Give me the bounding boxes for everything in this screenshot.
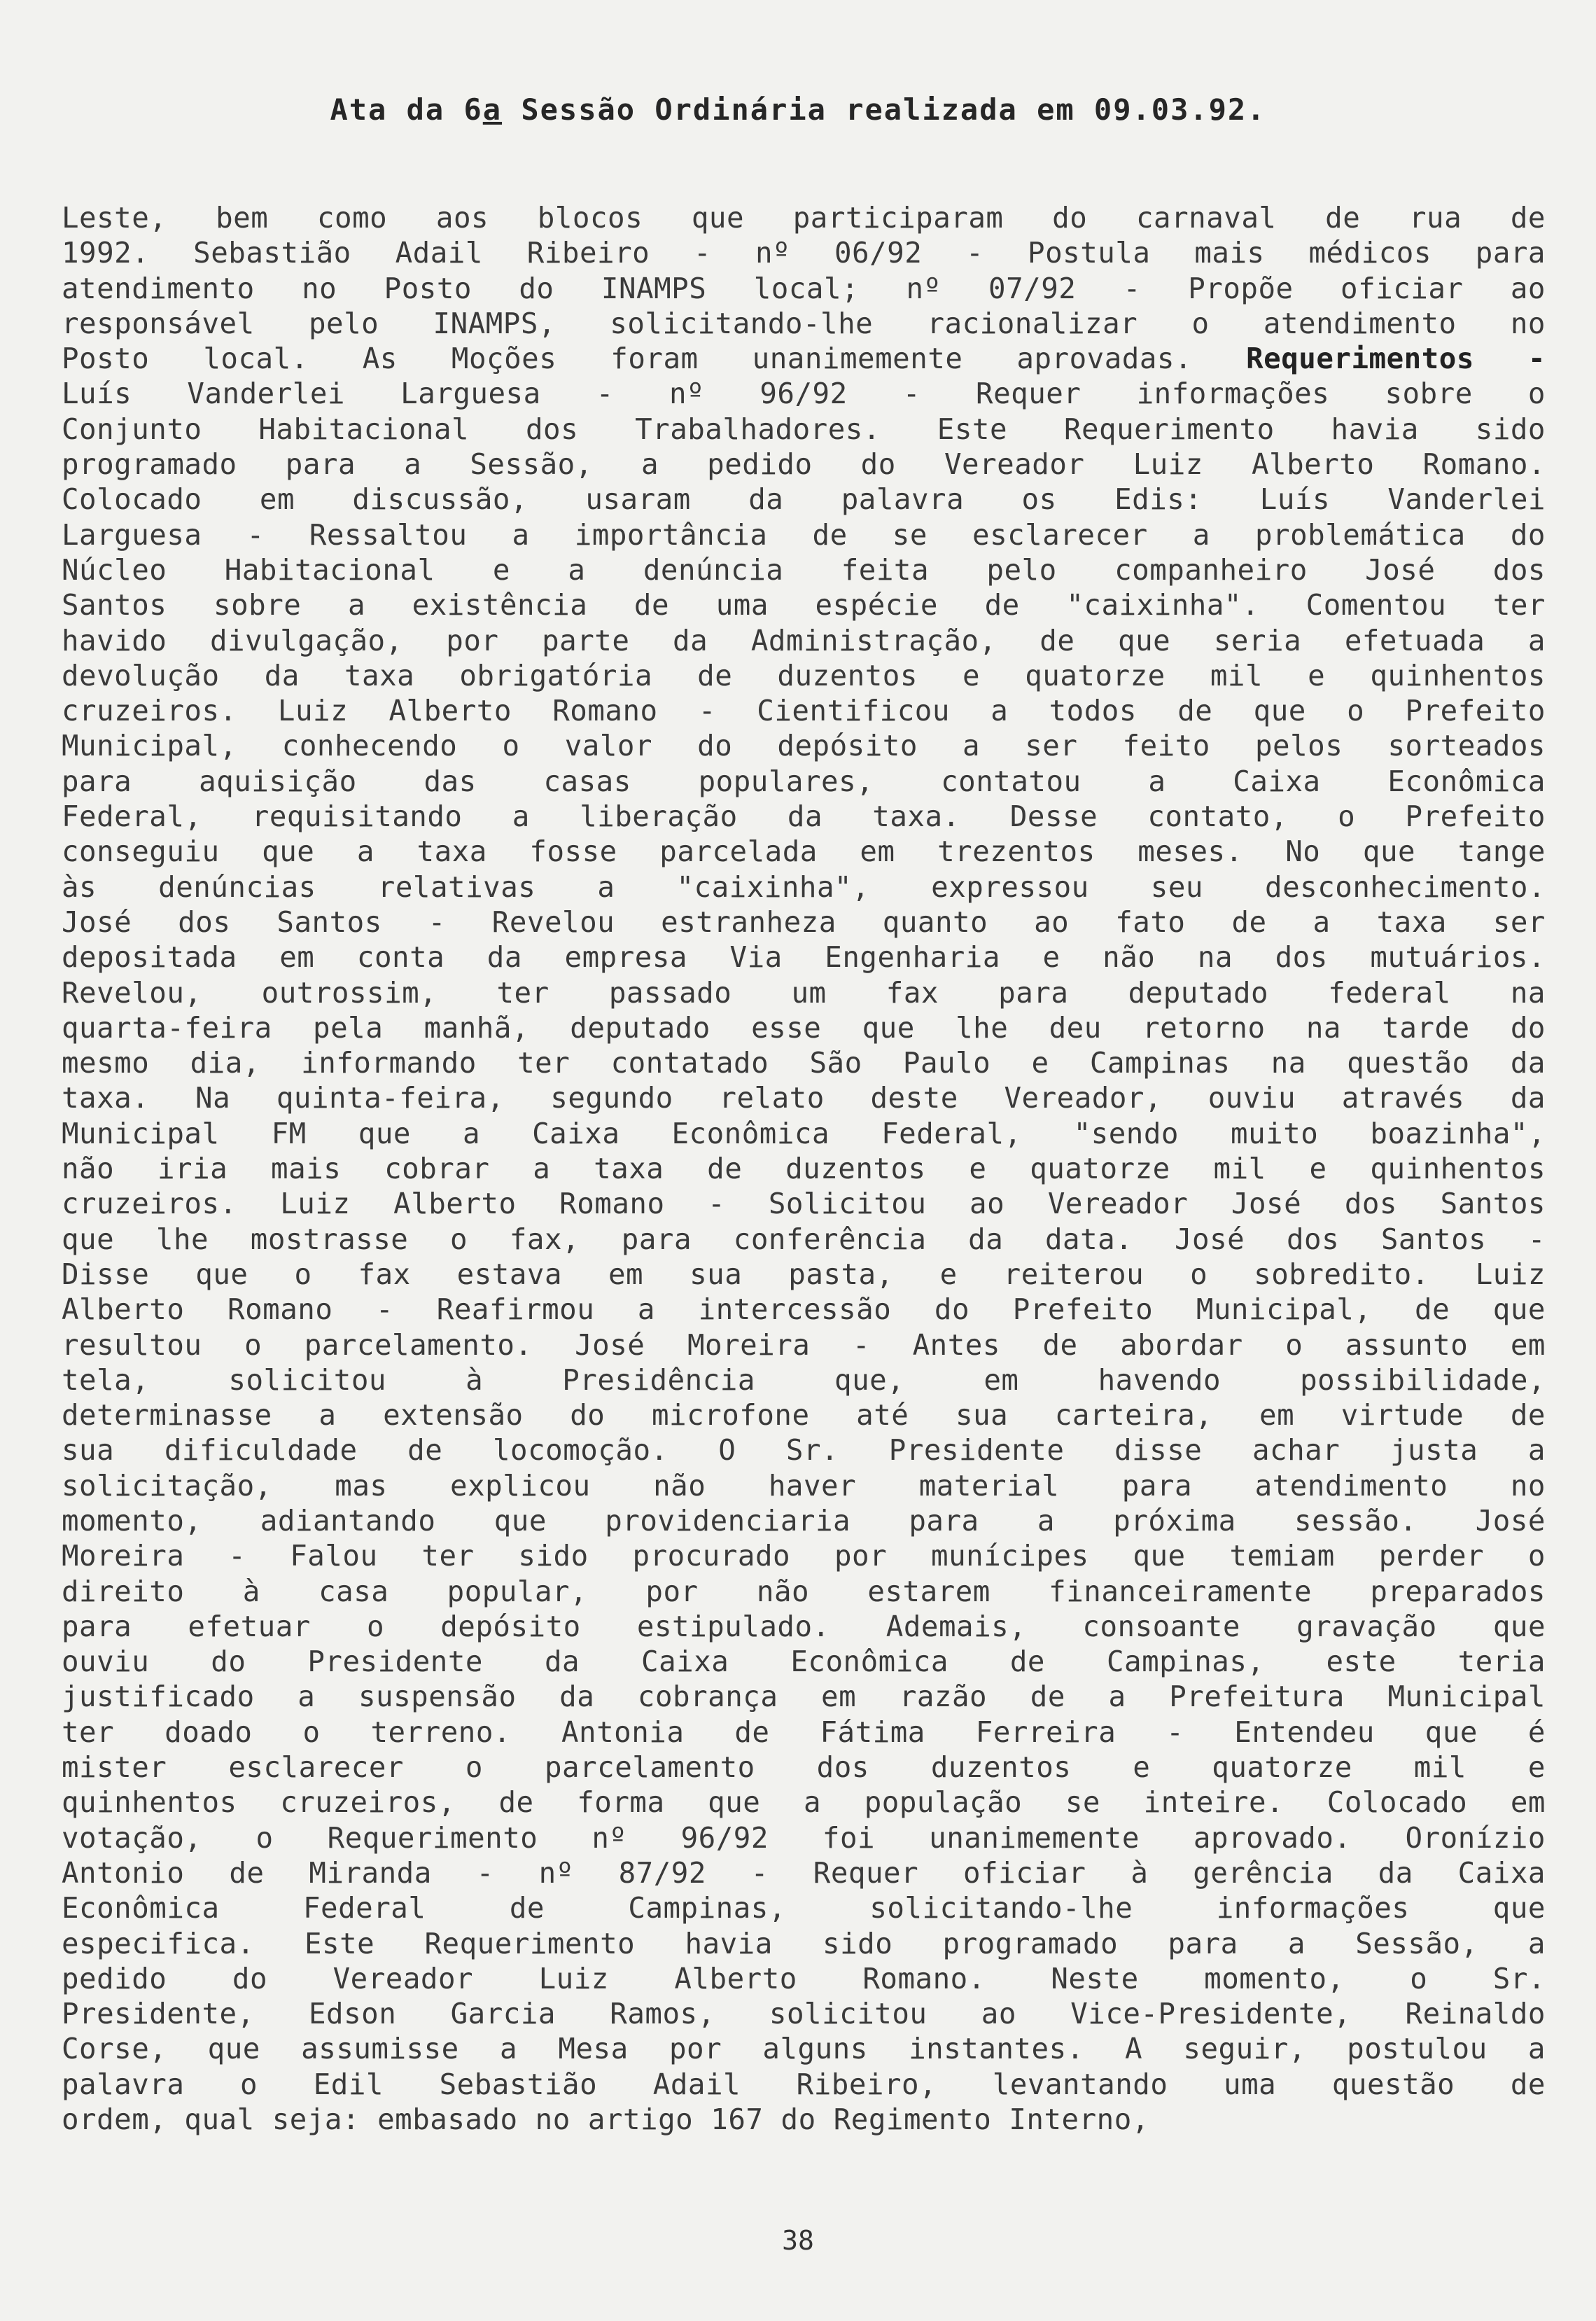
text-line: determinasse a extensão do microfone até sua carteira, em virtude de — [62, 1398, 1546, 1433]
text-line: Disse que o fax estava em sua pasta, e reiterou o sobredito. Luiz — [62, 1257, 1546, 1291]
title-ordinal: a — [482, 92, 503, 127]
text-line: Santos sobre a existência de uma espécie de "caixinha". Comentou ter — [62, 588, 1546, 622]
text-line: Presidente, Edson Garcia Ramos, solicitou ao Vice-Presidente, Reinaldo — [62, 1997, 1546, 2031]
text-line: Luís Vanderlei Larguesa - nº 96/92 - Requer informações sobre o — [62, 377, 1546, 411]
title-pre: Ata da 6 — [330, 92, 483, 127]
text-line: Antonio de Miranda - nº 87/92 - Requer oficiar à gerência da Caixa — [62, 1855, 1546, 1890]
text-line: responsável pelo INAMPS, solicitando-lhe racionalizar o atendimento no — [62, 306, 1546, 340]
text-line: Municipal, conhecendo o valor do depósito a ser feito pelos sorteados — [62, 729, 1546, 763]
text-line: votação, o Requerimento nº 96/92 foi unanimemente aprovado. Oronízio — [62, 1820, 1546, 1855]
text-line: José dos Santos - Revelou estranheza quanto ao fato de a taxa ser — [62, 905, 1546, 939]
text-line: Econômica Federal de Campinas, solicitando-lhe informações que — [62, 1891, 1546, 1925]
title-post: Sessão Ordinária realizada em 09.03.92. — [502, 92, 1266, 127]
minutes-body — [62, 200, 1546, 2137]
text-line: Larguesa - Ressaltou a importância de se esclarecer a problemática do — [62, 517, 1546, 552]
text-line: Alberto Romano - Reafirmou a intercessão do Prefeito Municipal, de que — [62, 1292, 1546, 1327]
text-line: Revelou, outrossim, ter passado um fax para deputado federal na — [62, 975, 1546, 1010]
text-line: tela, solicitou à Presidência que, em havendo possibilidade, — [62, 1362, 1546, 1397]
text-line: Municipal FM que a Caixa Econômica Federal, "sendo muito boazinha", — [62, 1116, 1546, 1150]
text-line: pedido do Vereador Luiz Alberto Romano. Neste momento, o Sr. — [62, 1961, 1546, 1995]
text-line: quinhentos cruzeiros, de forma que a população se inteire. Colocado em — [62, 1785, 1546, 1820]
text-line: para efetuar o depósito estipulado. Ademais, consoante gravação que — [62, 1609, 1546, 1643]
text-line: direito à casa popular, por não estarem financeiramente preparados — [62, 1574, 1546, 1608]
text-line: palavra o Edil Sebastião Adail Ribeiro, levantando uma questão de — [62, 2067, 1546, 2101]
text-line: taxa. Na quinta-feira, segundo relato deste Vereador, ouviu através da — [62, 1081, 1546, 1115]
text-line: para aquisição das casas populares, contatou a Caixa Econômica — [62, 764, 1546, 798]
text-line: atendimento no Posto do INAMPS local; nº 07/92 - Propõe oficiar ao — [62, 271, 1546, 305]
text-line: mister esclarecer o parcelamento dos duzentos e quatorze mil e — [62, 1750, 1546, 1785]
text-line: quarta-feira pela manhã, deputado esse que lhe deu retorno na tarde do — [62, 1010, 1546, 1045]
text-line: solicitação, mas explicou não haver material para atendimento no — [62, 1468, 1546, 1503]
text-line: resultou o parcelamento. José Moreira - Antes de abordar o assunto em — [62, 1327, 1546, 1362]
text-line: devolução da taxa obrigatória de duzentos e quatorze mil e quinhentos — [62, 658, 1546, 692]
text-line: justificado a suspensão da cobrança em razão de a Prefeitura Municipal — [62, 1680, 1546, 1714]
text-line: Leste, bem como aos blocos que participaram do carnaval de rua de — [62, 201, 1546, 235]
page-number: 38 — [782, 2225, 814, 2256]
text-line: conseguiu que a taxa fosse parcelada em trezentos meses. No que tange — [62, 835, 1546, 869]
text-line: não iria mais cobrar a taxa de duzentos e quatorze mil e quinhentos — [62, 1152, 1546, 1186]
text-line: especifica. Este Requerimento havia sido programado para a Sessão, a — [62, 1926, 1546, 1960]
text-line: ter doado o terreno. Antonia de Fátima Ferreira - Entendeu que é — [62, 1715, 1546, 1749]
text-line: que lhe mostrasse o fax, para conferência da data. José dos Santos - — [62, 1222, 1546, 1256]
text-line: ouviu do Presidente da Caixa Econômica de Campinas, este teria — [62, 1645, 1546, 1679]
text-line: momento, adiantando que providenciaria para a próxima sessão. José — [62, 1503, 1546, 1538]
text-line: sua dificuldade de locomoção. O Sr. Presidente disse achar justa a — [62, 1433, 1546, 1468]
text-line: Moreira - Falou ter sido procurado por munícipes que temiam perder o — [62, 1539, 1546, 1573]
text-line: programado para a Sessão, a pedido do Vereador Luiz Alberto Romano. — [62, 447, 1546, 482]
text-line: Federal, requisitando a liberação da taxa. Desse contato, o Prefeito — [62, 800, 1546, 834]
text-line: Corse, que assumisse a Mesa por alguns instantes. A seguir, postulou a — [62, 2032, 1546, 2066]
requerimentos-heading: Requerimentos - — [1246, 342, 1546, 376]
text-line: mesmo dia, informando ter contatado São Paulo e Campinas na questão da — [62, 1046, 1546, 1080]
text-line: depositada em conta da empresa Via Engenharia e não na dos mutuários. — [62, 940, 1546, 975]
text-line: cruzeiros. Luiz Alberto Romano - Cientificou a todos de que o Prefeito — [62, 694, 1546, 728]
text-line: 1992. Sebastião Adail Ribeiro - nº 06/92 - Postula mais médicos para — [62, 236, 1546, 270]
text-line: havido divulgação, por parte da Administração, de que seria efetuada a — [62, 623, 1546, 657]
page-title — [0, 92, 1596, 127]
text-line: às denúncias relativas a "caixinha", expressou seu desconhecimento. — [62, 870, 1546, 904]
text-line: cruzeiros. Luiz Alberto Romano - Solicitou ao Vereador José dos Santos — [62, 1187, 1546, 1221]
text-line-part: Posto local. As Moções foram unanimemente aprovadas. — [62, 342, 1193, 376]
text-line: Colocado em discussão, usaram da palavra os Edis: Luís Vanderlei — [62, 482, 1546, 517]
text-line: ordem, qual seja: embasado no artigo 167 do Regimento Interno, — [62, 2103, 1149, 2137]
text-line-with-heading — [62, 341, 1546, 376]
text-line: Conjunto Habitacional dos Trabalhadores. Este Requerimento havia sido — [62, 412, 1546, 446]
text-line: Núcleo Habitacional e a denúncia feita pelo companheiro José dos — [62, 552, 1546, 587]
